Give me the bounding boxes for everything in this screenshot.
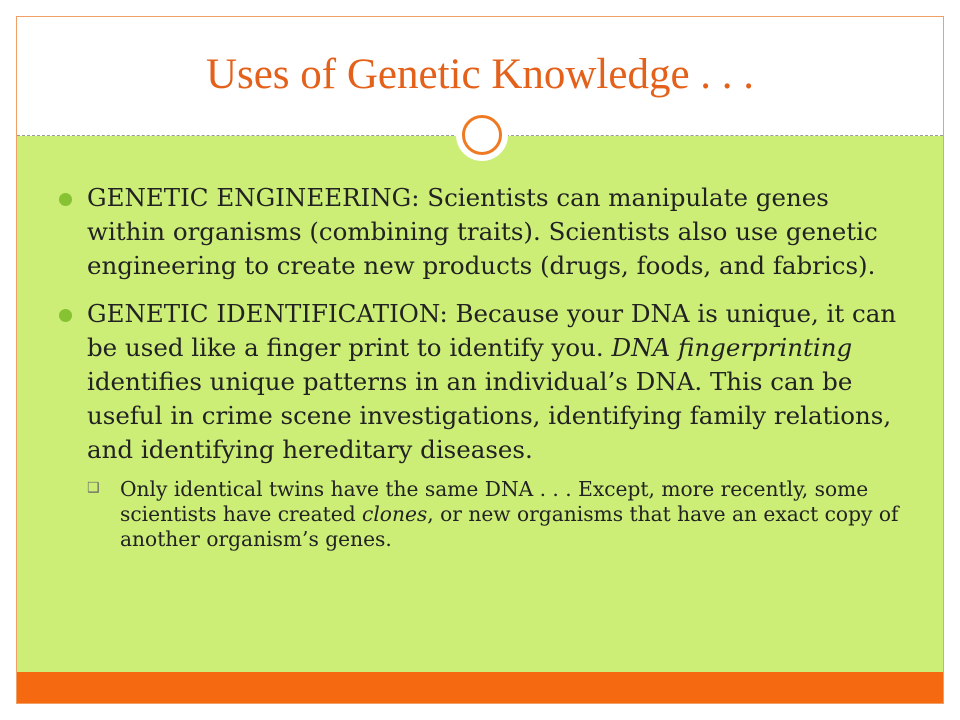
slide-frame — [16, 16, 944, 704]
sub-bullet-text: , or new organisms that have an exact copy of another organism’s genes. — [120, 502, 899, 551]
bullet-dot-icon — [59, 193, 72, 206]
sub-bullet-text: Only identical twins have the same DNA . . . Except, more recently, some scientists have created — [120, 477, 869, 526]
slide-title: Uses of Genetic Knowledge . . . — [205, 51, 755, 98]
bullet-dot-icon — [59, 309, 72, 322]
bullet-lead: GENETIC ENGINEERING — [87, 183, 412, 212]
bullet-text: : Because your DNA is unique, it can be used like a finger print to identify you. — [87, 299, 897, 362]
square-bullet-icon: ❑ — [87, 480, 100, 496]
bullet-genetic-engineering — [17, 181, 943, 283]
bullet-genetic-identification — [17, 297, 943, 552]
bullet-lead: GENETIC IDENTIFICATION — [87, 299, 440, 328]
sub-bullet-clones — [87, 477, 903, 552]
bullet-text: identifies unique patterns in an individual’s DNA. This can be useful in crime scene investigations, identifying family relations, and identifying hereditary diseases. — [87, 367, 892, 464]
bottom-accent-bar — [17, 672, 943, 703]
dna-fingerprinting-term: DNA fingerprinting — [611, 333, 853, 362]
ring-icon — [462, 115, 502, 155]
bullet-list — [17, 181, 943, 552]
divider-ring-icon — [456, 109, 508, 161]
clones-term: clones — [362, 502, 428, 526]
bullet-text: : Scientists can manipulate genes within organisms (combining traits). Scientists also use genetic engineering to create new products (drugs, foods, and fabrics). — [87, 183, 878, 280]
